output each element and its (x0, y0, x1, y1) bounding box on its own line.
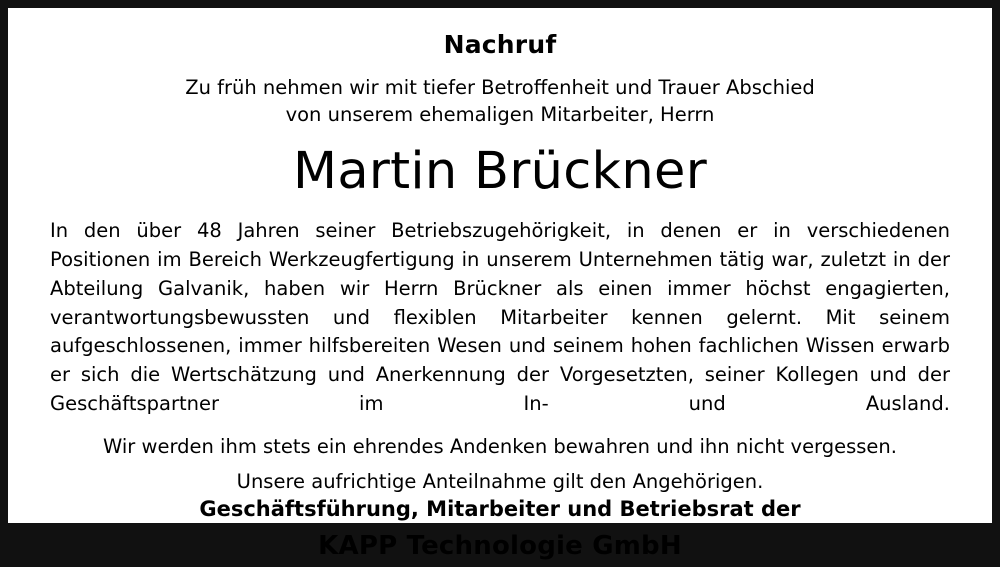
intro-text (36, 75, 964, 128)
deceased-name: Martin Brückner (293, 142, 707, 202)
intro-line-2: von unserem ehemaligen Mitarbeiter, Herrn (285, 102, 715, 126)
closing-line-1: Wir werden ihm stets ein ehrendes Andenken bewahren und ihn nicht vergessen. (103, 435, 897, 459)
notice-heading: Nachruf (443, 30, 557, 59)
company-name: KAPP Technologie GmbH (318, 530, 682, 561)
body-text (50, 217, 950, 419)
signature-block (36, 497, 964, 567)
closing-line-2: Unsere aufrichtige Anteilnahme gilt den Angehörigen. (236, 469, 764, 493)
obituary-notice-card (8, 8, 992, 561)
signatory-line: Geschäftsführung, Mitarbeiter und Betriebsrat der (199, 496, 801, 521)
intro-line-1: Zu früh nehmen wir mit tiefer Betroffenheit und Trauer Abschied (185, 76, 815, 99)
body-paragraph: In den über 48 Jahren seiner Betriebszugehörigkeit, in denen er in verschiedenen Positionen im Bereich Werkzeugfertigung in unserem Unternehmen tätig war, zuletzt in der Abteilung Galvanik, haben wir Herrn Brückner als einen immer höchst engagierten, verantwortungsbewussten und flexiblen Mitarbeiter kennen gelernt. Mit seinem aufgeschlossenen, immer hilfsbereiten Wesen und seinem hohen fachlichen Wissen erwarb er sich die Wertschätzung und Anerkennung der Vorgesetzten, seiner Kollegen und der Geschäftspartner im In- und Ausland. (50, 219, 950, 416)
